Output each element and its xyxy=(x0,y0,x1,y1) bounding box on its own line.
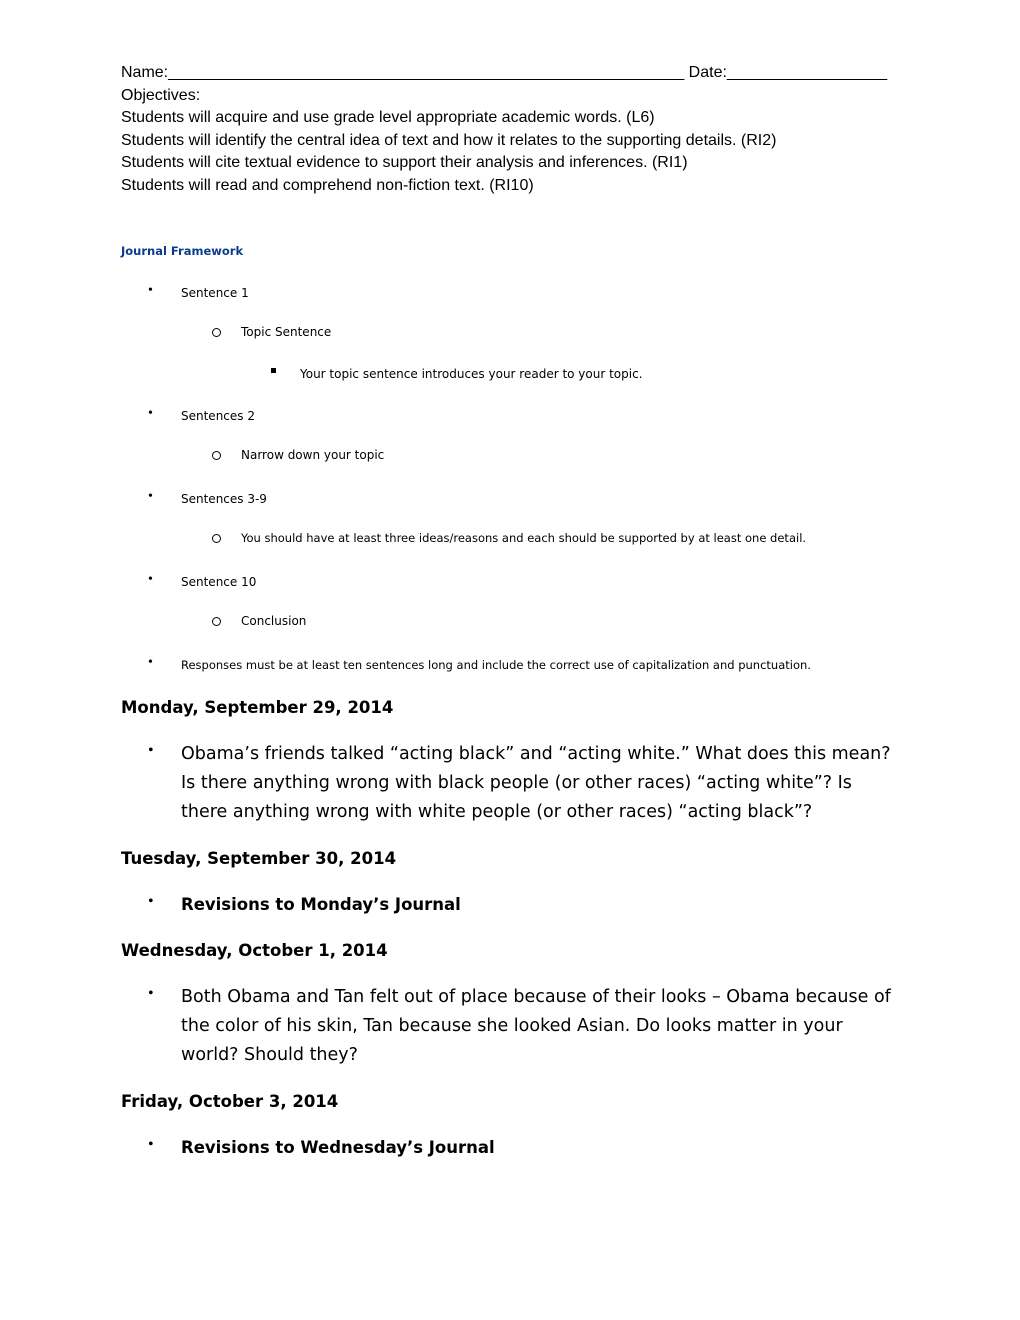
bullet-dot-icon: • xyxy=(148,572,153,587)
objective-item: Students will read and comprehend non-fiction text. (RI10) xyxy=(121,176,534,194)
framework-title: Journal Framework xyxy=(121,244,244,258)
day-heading-friday: Friday, October 3, 2014 xyxy=(121,1092,339,1111)
day-heading-tuesday: Tuesday, September 30, 2014 xyxy=(121,849,397,868)
journal-prompt-friday: Revisions to Wednesday’s Journal xyxy=(181,1138,495,1157)
circle-bullet-icon xyxy=(212,451,221,460)
bullet-dot-icon: • xyxy=(148,985,154,1002)
bullet-dot-icon: • xyxy=(148,283,153,298)
objectives-label: Objectives: xyxy=(121,86,201,104)
name-date-line: Name:__________________________________________________________ Date:__________________ xyxy=(121,64,888,81)
journal-prompt-monday: Obama’s friends talked “acting black” and “acting white.” What does this mean? Is there anything wrong with black people (or other races) “acting white”? Is there anything wrong with white people (or other races) “acting black”? xyxy=(181,744,891,822)
bullet-dot-icon: • xyxy=(148,893,154,910)
bullet-dot-icon: • xyxy=(148,655,153,670)
framework-item-sentence-10: Sentence 10 xyxy=(181,575,257,589)
framework-item-sentences-3-9: Sentences 3-9 xyxy=(181,492,267,506)
journal-prompt-tuesday: Revisions to Monday’s Journal xyxy=(181,895,461,914)
framework-subitem-ideas: You should have at least three ideas/reasons and each should be supported by at least one detail. xyxy=(241,531,807,545)
square-bullet-icon xyxy=(271,368,276,373)
journal-prompt-wednesday: Both Obama and Tan felt out of place because of their looks – Obama because of the color of his skin, Tan because she looked Asian. Do looks matter in your world? Should they? xyxy=(181,987,891,1065)
bullet-dot-icon: • xyxy=(148,742,154,759)
framework-subitem-narrow: Narrow down your topic xyxy=(241,448,385,462)
objective-item: Students will cite textual evidence to support their analysis and inferences. (RI1) xyxy=(121,154,688,171)
framework-subitem-conclusion: Conclusion xyxy=(241,614,307,628)
bullet-dot-icon: • xyxy=(148,406,153,421)
framework-subsubitem-topic: Your topic sentence introduces your reader to your topic. xyxy=(300,367,643,381)
circle-bullet-icon xyxy=(212,617,221,626)
framework-subitem-topic: Topic Sentence xyxy=(241,325,332,339)
circle-bullet-icon xyxy=(212,328,221,337)
bullet-dot-icon: • xyxy=(148,489,153,504)
objective-item: Students will acquire and use grade level appropriate academic words. (L6) xyxy=(121,109,655,126)
framework-item-sentence-1: Sentence 1 xyxy=(181,286,249,300)
bullet-dot-icon: • xyxy=(148,1136,154,1153)
circle-bullet-icon xyxy=(212,534,221,543)
day-heading-wednesday: Wednesday, October 1, 2014 xyxy=(121,941,388,960)
framework-rule: Responses must be at least ten sentences long and include the correct use of capitalization and punctuation. xyxy=(181,658,811,672)
framework-item-sentences-2: Sentences 2 xyxy=(181,409,255,423)
day-heading-monday: Monday, September 29, 2014 xyxy=(121,698,394,717)
objective-item: Students will identify the central idea of text and how it relates to the supporting details. (RI2) xyxy=(121,131,777,149)
header-block xyxy=(121,62,911,197)
